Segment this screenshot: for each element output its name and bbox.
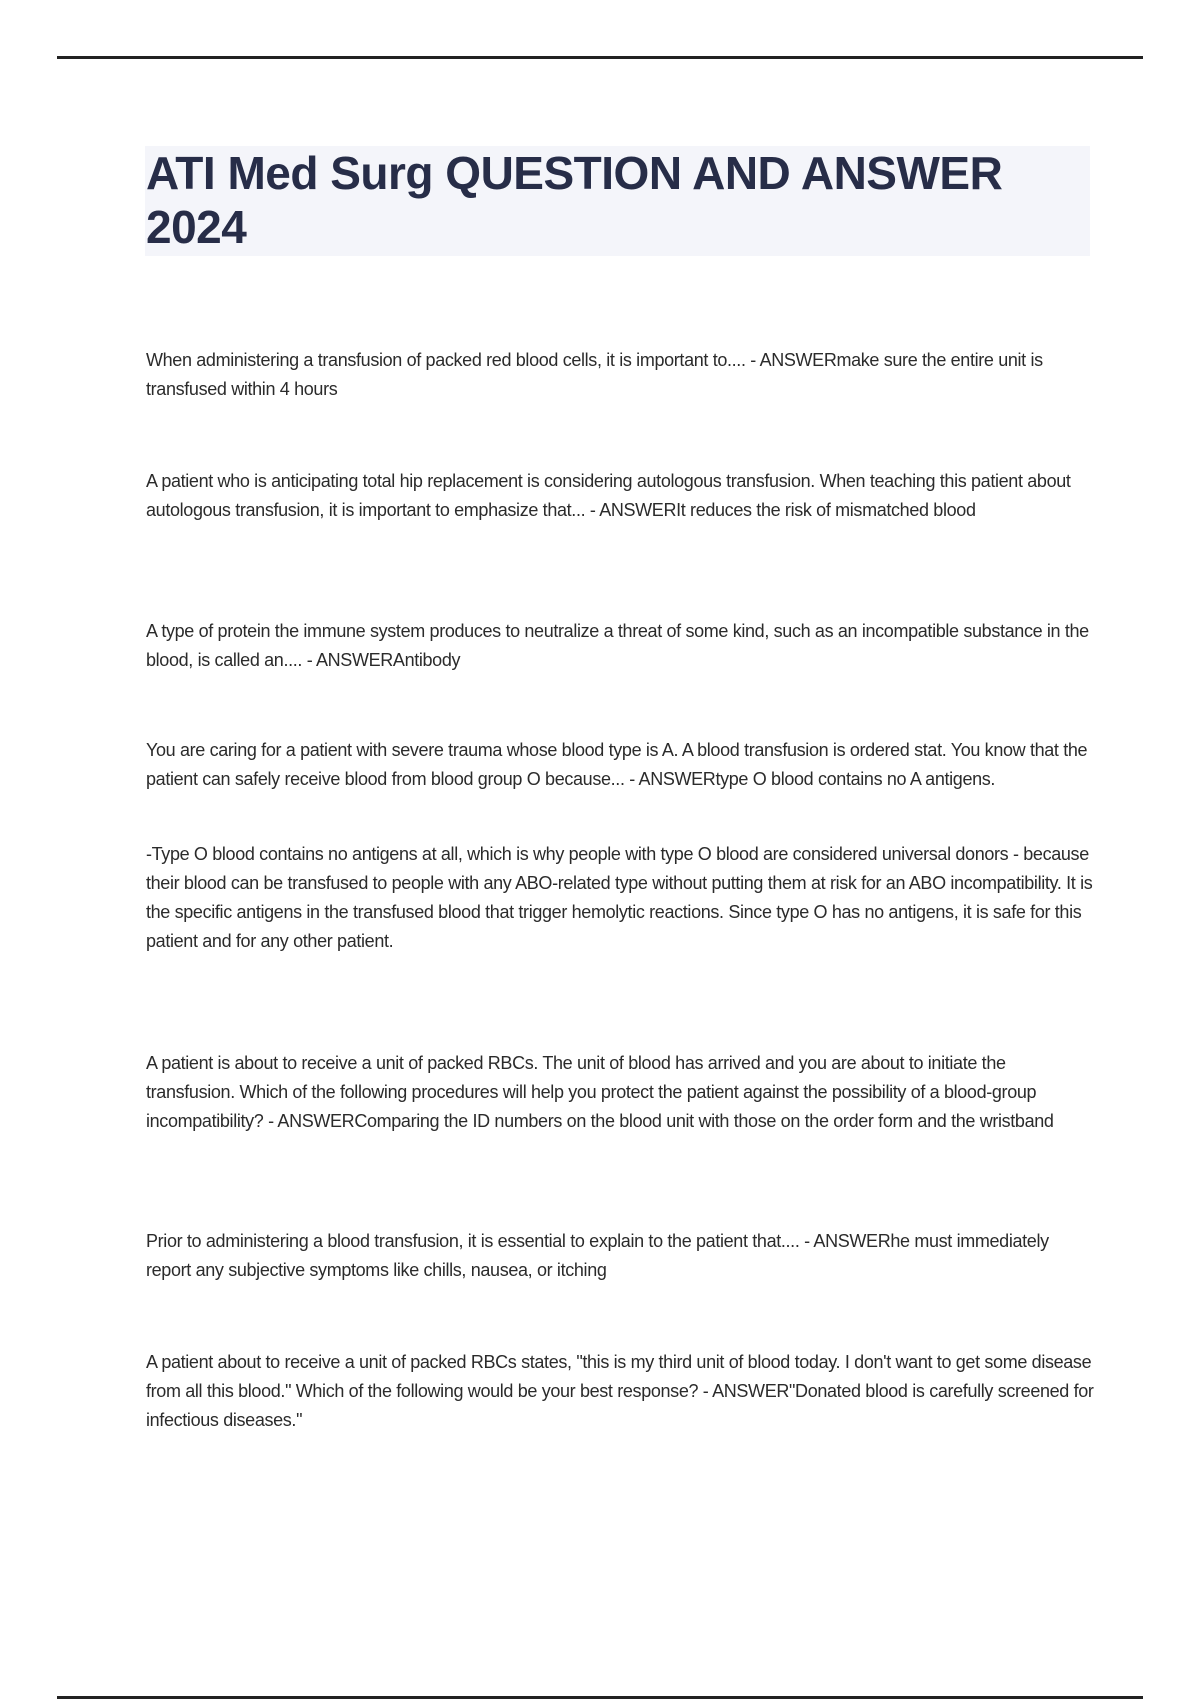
qa-paragraph-7: A patient about to receive a unit of packed RBCs states, "this is my third unit of blood today. I don't want to get some disease from all this blood." Which of the following would be your best response? - ANSWER"Donated blood is carefully screened for infectious diseases." <box>146 1352 1094 1430</box>
qa-paragraph-4-explanation: -Type O blood contains no antigens at all, which is why people with type O blood are considered universal donors - because their blood can be transfused to people with any ABO-related type without putting them at risk for an ABO incompatibility. It is the specific antigens in the transfused blood that trigger hemolytic reactions. Since type O has no antigens, it is safe for this patient and for any other patient. <box>146 844 1093 951</box>
qa-paragraph-5: A patient is about to receive a unit of packed RBCs. The unit of blood has arrived and you are about to initiate the transfusion. Which of the following procedures will help you protect the patient against the possibility of a blood-group incompatibility? - ANSWERComparing the ID numbers on the blood unit with those on the order form and the wristband <box>146 1053 1054 1131</box>
header-rule <box>57 56 1143 59</box>
qa-paragraph-4: You are caring for a patient with severe trauma whose blood type is A. A blood transfusion is ordered stat. You know that the patient can safely receive blood from blood group O because... - ANSWERtype O blood contains no A antigens. <box>146 740 1088 789</box>
qa-paragraph-6: Prior to administering a blood transfusion, it is essential to explain to the patient that.... - ANSWERhe must immediately report any subjective symptoms like chills, nausea, or itching <box>146 1231 1049 1280</box>
footer-rule <box>57 1696 1143 1699</box>
qa-paragraph-3: A type of protein the immune system produces to neutralize a threat of some kind, such as an incompatible substance in the blood, is called an.... - ANSWERAntibody <box>146 621 1089 670</box>
qa-paragraph-2: A patient who is anticipating total hip replacement is considering autologous transfusion. When teaching this patient about autologous transfusion, it is important to emphasize that... - ANSWERIt reduces the risk of mismatched blood <box>146 471 1071 520</box>
qa-paragraph-1: When administering a transfusion of packed red blood cells, it is important to.... - ANSWERmake sure the entire unit is transfused within 4 hours <box>146 350 1043 399</box>
document-title: ATI Med Surg QUESTION AND ANSWER 2024 <box>146 147 1003 253</box>
